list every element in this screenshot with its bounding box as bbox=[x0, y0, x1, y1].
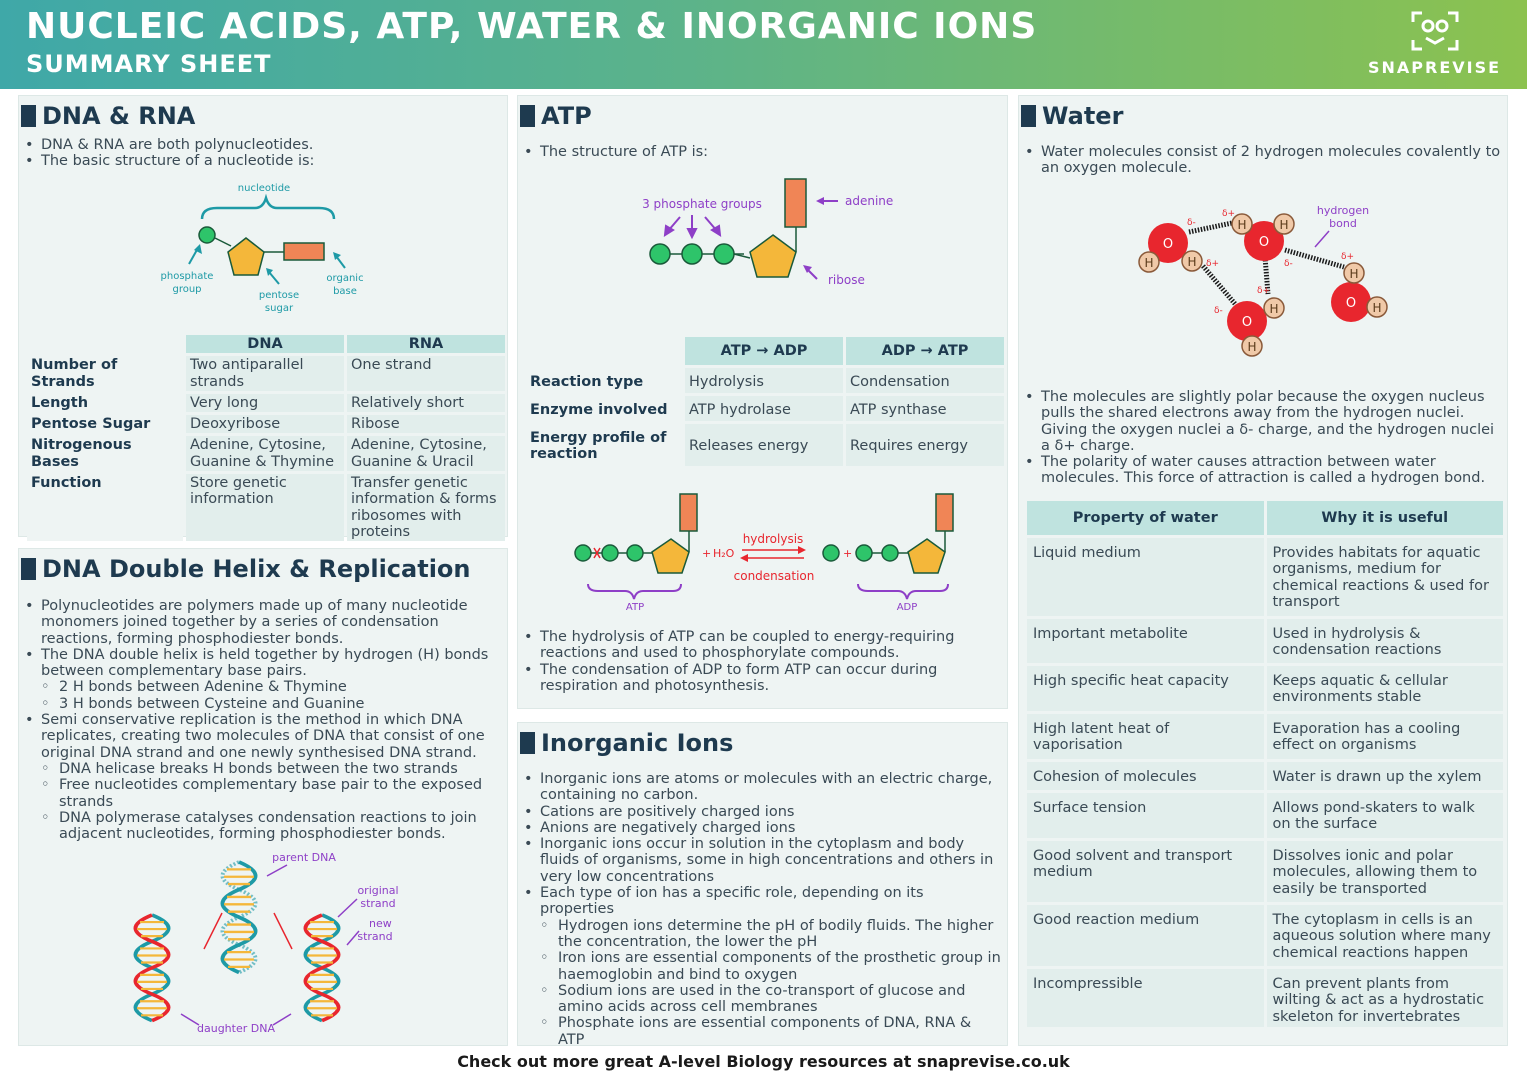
svg-text:strand: strand bbox=[360, 897, 396, 910]
atp-hydrolysis-diagram bbox=[568, 489, 968, 614]
header-banner bbox=[0, 0, 1527, 89]
brand-logo[interactable] bbox=[1367, 10, 1502, 77]
svg-text:+: + bbox=[843, 547, 853, 560]
svg-text:δ-: δ- bbox=[1284, 259, 1293, 269]
table-row: Function Store genetic information Transfer genetic information & forms ribosomes with proteins bbox=[27, 474, 505, 541]
atp-structure-bullet bbox=[520, 144, 1000, 160]
list-item: ◦ Free nucleotides complementary base pair to the exposed strands bbox=[21, 777, 499, 810]
table-row: Length Very long Relatively short bbox=[27, 394, 505, 412]
ions-heading: Inorganic Ions bbox=[520, 729, 733, 757]
list-item: • The structure of ATP is: bbox=[520, 144, 1000, 160]
svg-text:base: base bbox=[333, 286, 357, 297]
table-row: Nitrogenous Bases Adenine, Cytosine, Guanine & Thymine Adenine, Cytosine, Guanine & Uracil bbox=[27, 436, 505, 471]
svg-text:pentose: pentose bbox=[258, 290, 300, 301]
table-row: Good solvent and transport medium Dissolves ionic and polar molecules, allowing them to easily be transported bbox=[1027, 841, 1503, 902]
list-item: ◦ Sodium ions are used in the co-transport of glucose and amino acids across cell membranes bbox=[520, 983, 1002, 1016]
list-item: • Inorganic ions occur in solution in the cytoplasm and body fluids of organisms, some in high concentrations and others in very low concentrations bbox=[520, 836, 1002, 885]
table-row: Energy profile of reaction Releases energy Requires energy bbox=[526, 424, 1004, 466]
svg-text:δ+: δ+ bbox=[1206, 259, 1220, 269]
table-row: Pentose Sugar Deoxyribose Ribose bbox=[27, 415, 505, 433]
table-header: ATP → ADP bbox=[685, 337, 843, 365]
atp-panel bbox=[517, 95, 1008, 709]
svg-text:δ+: δ+ bbox=[1222, 209, 1236, 219]
table-row: High latent heat of vaporisation Evaporation has a cooling effect on organisms bbox=[1027, 714, 1503, 759]
page-title: NUCLEIC ACIDS, ATP, WATER & INORGANIC IONS bbox=[26, 6, 1038, 47]
svg-text:bond: bond bbox=[1329, 217, 1357, 230]
list-item: • Polynucleotides are polymers made up of many nucleotide monomers joined together by a series of condensation reactions, forming phosphodiester bonds. bbox=[21, 598, 499, 647]
svg-text:O: O bbox=[1345, 296, 1357, 311]
helix-heading: DNA Double Helix & Replication bbox=[21, 555, 471, 583]
water-intro-bullet bbox=[1021, 144, 1501, 177]
svg-text:strand: strand bbox=[357, 930, 393, 943]
list-item: ◦ Iron ions are essential components of the prosthetic group in haemoglobin and bind to oxygen bbox=[520, 950, 1002, 983]
atp-structure-diagram bbox=[628, 174, 928, 294]
dna-rna-heading: DNA & RNA bbox=[21, 102, 195, 130]
brace-icon bbox=[202, 198, 334, 219]
pentose-pentagon bbox=[228, 238, 264, 275]
dna-rna-table bbox=[24, 332, 508, 544]
page-subtitle: SUMMARY SHEET bbox=[26, 50, 272, 78]
svg-text:δ+: δ+ bbox=[1257, 286, 1271, 296]
list-item: • DNA & RNA are both polynucleotides. bbox=[21, 137, 501, 153]
brand-name: SNAPREVISE bbox=[1367, 58, 1502, 77]
svg-text:H: H bbox=[1144, 256, 1154, 270]
svg-text:adenine: adenine bbox=[845, 194, 894, 208]
table-row: Enzyme involved ATP hydrolase ATP synthase bbox=[526, 396, 1004, 421]
list-item: • The hydrolysis of ATP can be coupled to energy-requiring reactions and used to phosphorylate compounds. bbox=[520, 629, 1000, 662]
list-item: ◦ Hydrogen ions determine the pH of bodily fluids. The higher the concentration, the lower the pH bbox=[520, 918, 1002, 951]
dna-rna-panel bbox=[18, 95, 508, 540]
helix-bullets bbox=[21, 598, 499, 842]
dna-rna-bullets bbox=[21, 137, 501, 170]
list-item: • The DNA double helix is held together by hydrogen (H) bonds between complementary base pairs. bbox=[21, 647, 499, 680]
list-item: ◦ DNA polymerase catalyses condensation reactions to join adjacent nucleotides, forming phosphodiester bonds. bbox=[21, 810, 499, 843]
water-panel bbox=[1018, 95, 1508, 1046]
table-header: RNA bbox=[347, 335, 505, 353]
svg-text:H: H bbox=[1269, 302, 1279, 316]
list-item: • The polarity of water causes attraction between water molecules. This force of attraction is called a hydrogen bond. bbox=[1021, 454, 1501, 487]
svg-text:ribose: ribose bbox=[828, 273, 865, 287]
table-row: Surface tension Allows pond-skaters to walk on the surface bbox=[1027, 793, 1503, 838]
svg-text:original: original bbox=[357, 884, 399, 897]
helix-panel bbox=[18, 548, 508, 1046]
svg-text:sugar: sugar bbox=[264, 303, 294, 314]
owl-logo-icon bbox=[1410, 10, 1460, 52]
list-item: ◦ DNA helicase breaks H bonds between the two strands bbox=[21, 761, 499, 777]
svg-text:H₂O: H₂O bbox=[713, 547, 735, 560]
list-item: • Semi conservative replication is the method in which DNA replicates, creating two molecules of DNA that consist of one original DNA strand and one newly synthesised DNA strand. bbox=[21, 712, 499, 761]
svg-text:O: O bbox=[1162, 237, 1174, 252]
daughter-helix-right bbox=[306, 915, 339, 1021]
table-row: Incompressible Can prevent plants from wilting & act as a hydrostatic skeleton for invertebrates bbox=[1027, 969, 1503, 1027]
water-heading: Water bbox=[1021, 102, 1123, 130]
phosphate-circle bbox=[199, 227, 215, 243]
table-row: Important metabolite Used in hydrolysis & condensation reactions bbox=[1027, 619, 1503, 663]
svg-text:ATP: ATP bbox=[625, 602, 645, 613]
base-rectangle bbox=[284, 243, 324, 260]
svg-text:+: + bbox=[702, 547, 712, 560]
svg-text:H: H bbox=[1372, 301, 1382, 315]
svg-text:parent DNA: parent DNA bbox=[272, 851, 336, 864]
svg-text:H: H bbox=[1187, 255, 1197, 269]
svg-text:hydrolysis: hydrolysis bbox=[742, 532, 804, 546]
nucleotide-label: nucleotide bbox=[237, 183, 291, 194]
svg-text:δ-: δ- bbox=[1187, 218, 1196, 228]
parent-helix bbox=[223, 862, 256, 972]
table-row: Liquid medium Provides habitats for aquatic organisms, medium for chemical reactions & used for transport bbox=[1027, 538, 1503, 616]
table-header: Why it is useful bbox=[1267, 501, 1504, 535]
svg-text:group: group bbox=[172, 284, 202, 295]
table-header: Property of water bbox=[1027, 501, 1264, 535]
nucleotide-diagram bbox=[139, 176, 399, 316]
list-item: • Anions are negatively charged ions bbox=[520, 820, 1002, 836]
svg-text:hydrogen: hydrogen bbox=[1316, 204, 1370, 217]
table-row: Reaction type Hydrolysis Condensation bbox=[526, 368, 1004, 393]
atp-heading: ATP bbox=[520, 102, 592, 130]
list-item: • Water molecules consist of 2 hydrogen molecules covalently to an oxygen molecule. bbox=[1021, 144, 1501, 177]
water-molecules-diagram bbox=[1129, 196, 1419, 371]
list-item: ◦ Phosphate ions are essential components of DNA, RNA & ATP bbox=[520, 1015, 1002, 1048]
table-header: ADP → ATP bbox=[846, 337, 1004, 365]
svg-text:ADP: ADP bbox=[896, 602, 918, 613]
table-row: High specific heat capacity Keeps aquatic & cellular environments stable bbox=[1027, 666, 1503, 711]
list-item: ◦ 2 H bonds between Adenine & Thymine bbox=[21, 679, 499, 695]
list-item: ◦ 3 H bonds between Cysteine and Guanine bbox=[21, 696, 499, 712]
water-polarity-bullets bbox=[1021, 389, 1501, 487]
ions-panel bbox=[517, 722, 1008, 1046]
replication-diagram bbox=[119, 849, 419, 1041]
atp-adp-table bbox=[523, 334, 1007, 469]
footer-link[interactable]: Check out more great A-level Biology resources at snaprevise.co.uk bbox=[457, 1052, 1070, 1071]
water-molecule-2 bbox=[1222, 209, 1294, 269]
list-item: • Each type of ion has a specific role, depending on its properties bbox=[520, 885, 1002, 918]
daughter-helix-left bbox=[136, 915, 169, 1021]
svg-text:δ-: δ- bbox=[1214, 306, 1223, 316]
svg-text:daughter DNA: daughter DNA bbox=[197, 1022, 275, 1035]
water-molecule-4 bbox=[1214, 286, 1284, 356]
svg-text:H: H bbox=[1349, 267, 1359, 281]
water-molecule-3 bbox=[1331, 252, 1387, 322]
list-item: • Inorganic ions are atoms or molecules with an electric charge, containing no carbon. bbox=[520, 771, 1002, 804]
table-row: Good reaction medium The cytoplasm in cells is an aqueous solution where many chemical reactions happen bbox=[1027, 905, 1503, 966]
svg-text:condensation: condensation bbox=[733, 569, 815, 583]
list-item: • The basic structure of a nucleotide is: bbox=[21, 153, 501, 169]
atp-bullets bbox=[520, 629, 1000, 694]
water-properties-table bbox=[1024, 498, 1506, 1030]
svg-text:H: H bbox=[1279, 218, 1289, 232]
table-header: DNA bbox=[186, 335, 344, 353]
svg-text:3 phosphate groups: 3 phosphate groups bbox=[642, 197, 762, 211]
list-item: • The molecules are slightly polar because the oxygen nucleus pulls the shared electrons away from the hydrogen nuclei. Giving the oxygen nuclei a δ- charge, and the hydrogen nuclei a δ+ charge. bbox=[1021, 389, 1501, 454]
svg-text:O: O bbox=[1258, 235, 1270, 250]
svg-text:new: new bbox=[369, 917, 392, 930]
list-item: • The condensation of ADP to form ATP can occur during respiration and photosynthesis. bbox=[520, 662, 1000, 695]
ions-bullets bbox=[520, 771, 1002, 1048]
svg-text:phosphate: phosphate bbox=[160, 271, 214, 282]
svg-text:H: H bbox=[1237, 218, 1247, 232]
table-row: Number of Strands Two antiparallel strands One strand bbox=[27, 356, 505, 391]
svg-text:organic: organic bbox=[326, 273, 364, 284]
svg-text:δ+: δ+ bbox=[1341, 252, 1355, 262]
svg-text:H: H bbox=[1247, 340, 1257, 354]
list-item: • Cations are positively charged ions bbox=[520, 804, 1002, 820]
table-row: Cohesion of molecules Water is drawn up the xylem bbox=[1027, 762, 1503, 790]
svg-text:O: O bbox=[1241, 315, 1253, 330]
